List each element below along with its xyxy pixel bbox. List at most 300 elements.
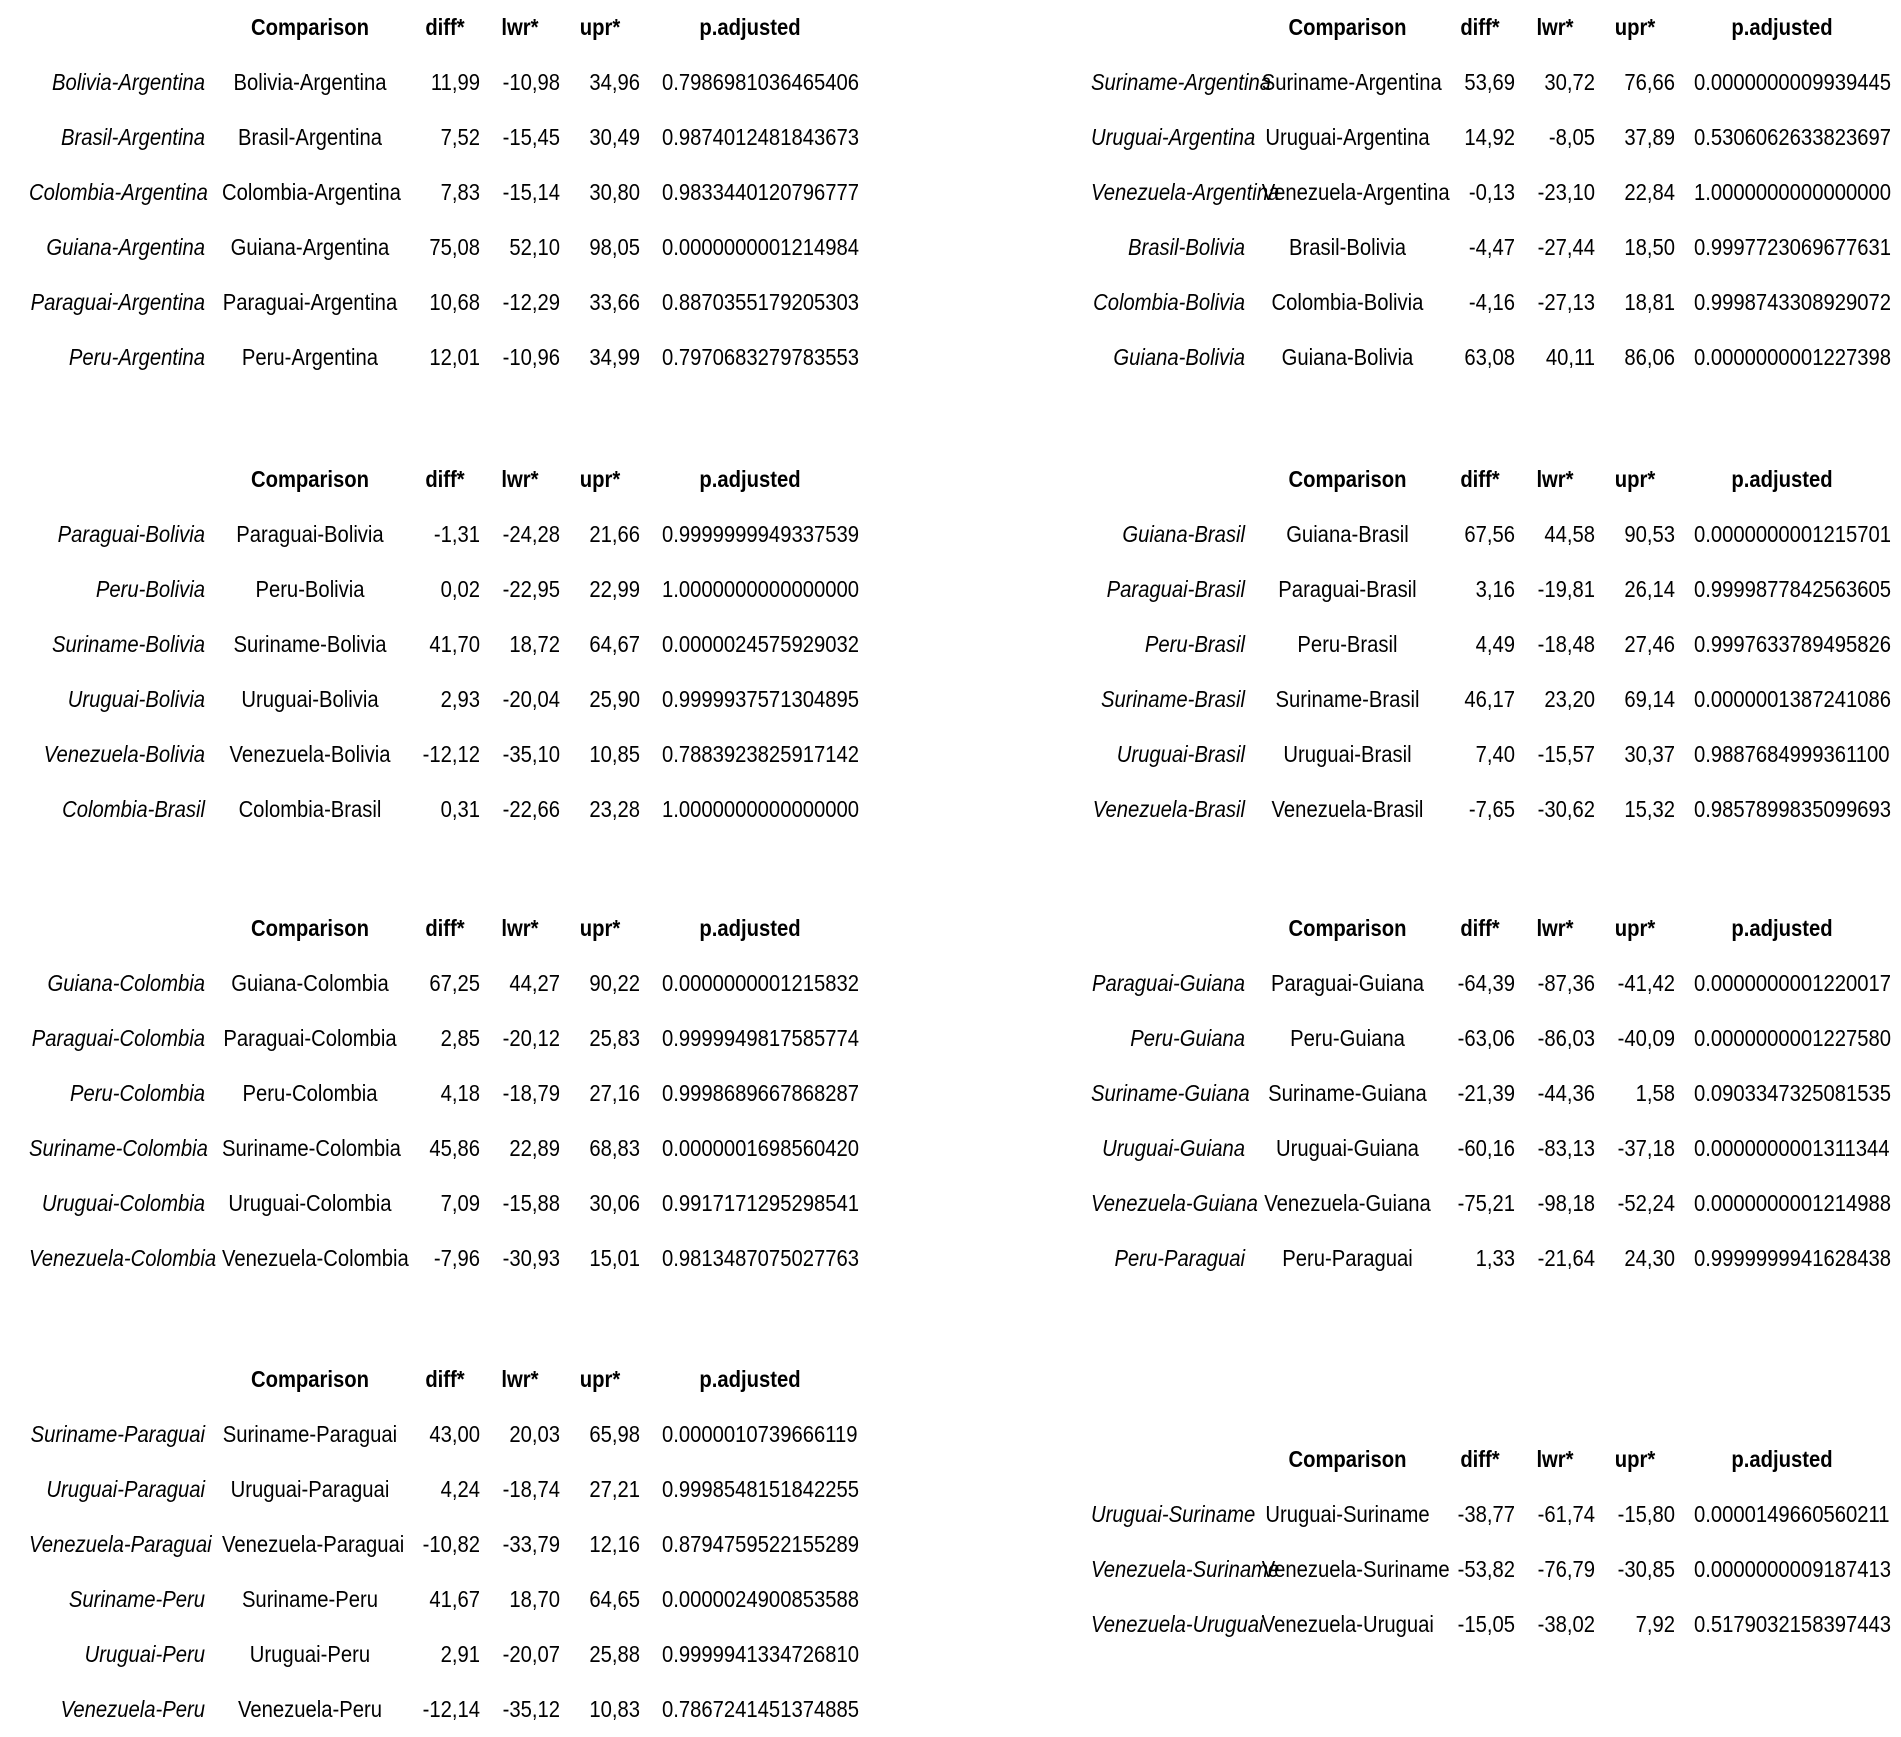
column-header-diff: diff* <box>1460 915 1500 941</box>
cell-padj: 0.0000000001215701 <box>1694 521 1891 547</box>
cell-diff: 7,52 <box>440 124 480 150</box>
cell-padj: 0.9998743308929072 <box>1694 289 1891 315</box>
cell-padj: 0.0000001698560420 <box>662 1135 859 1161</box>
cell-comparison: Uruguai-Brasil <box>1283 741 1412 767</box>
row-label: Peru-Bolivia <box>95 576 205 602</box>
row-label: Paraguai-Colombia <box>31 1025 205 1051</box>
cell-lwr: -20,04 <box>502 686 560 712</box>
cell-padj: 0.0000149660560211 <box>1694 1501 1890 1527</box>
column-header-diff: diff* <box>425 14 465 40</box>
cell-upr: 22,84 <box>1624 179 1675 205</box>
cell-lwr: -30,62 <box>1537 796 1595 822</box>
cell-lwr: 44,27 <box>509 970 560 996</box>
row-label: Guiana-Brasil <box>1122 521 1245 547</box>
cell-comparison: Venezuela-Bolivia <box>229 741 391 767</box>
cell-upr: 69,14 <box>1624 686 1675 712</box>
cell-diff: -12,14 <box>422 1696 480 1722</box>
column-header-padj: p.adjusted <box>699 14 801 40</box>
row-label: Brasil-Argentina <box>60 124 206 150</box>
cell-upr: 27,46 <box>1624 631 1675 657</box>
cell-upr: 27,16 <box>589 1080 640 1106</box>
cell-comparison: Uruguai-Argentina <box>1265 124 1430 150</box>
row-label: Uruguai-Brasil <box>1116 741 1245 767</box>
row-label: Suriname-Brasil <box>1101 686 1245 712</box>
cell-lwr: -24,28 <box>502 521 560 547</box>
cell-diff: 53,69 <box>1464 69 1515 95</box>
cell-diff: 1,33 <box>1475 1245 1515 1271</box>
cell-upr: 25,83 <box>589 1025 640 1051</box>
cell-diff: -4,47 <box>1468 234 1515 260</box>
cell-comparison: Paraguai-Brasil <box>1278 576 1417 602</box>
row-label: Paraguai-Brasil <box>1106 576 1245 602</box>
cell-diff: 3,16 <box>1475 576 1515 602</box>
cell-lwr: -87,36 <box>1537 970 1595 996</box>
cell-comparison: Suriname-Argentina <box>1261 69 1442 95</box>
cell-comparison: Colombia-Argentina <box>222 179 401 205</box>
row-label: Venezuela-Bolivia <box>43 741 205 767</box>
row-label: Suriname-Paraguai <box>30 1421 205 1447</box>
cell-upr: 23,28 <box>589 796 640 822</box>
cell-padj: 0.0000000001215832 <box>662 970 859 996</box>
cell-padj: 0.9917171295298541 <box>662 1190 859 1216</box>
cell-lwr: 18,70 <box>509 1586 560 1612</box>
cell-padj: 1.0000000000000000 <box>662 576 859 602</box>
row-label: Colombia-Bolivia <box>1093 289 1245 315</box>
cell-comparison: Uruguai-Bolivia <box>241 686 379 712</box>
cell-comparison: Uruguai-Guiana <box>1276 1135 1419 1161</box>
cell-lwr: -15,57 <box>1537 741 1595 767</box>
cell-upr: 64,65 <box>589 1586 640 1612</box>
column-header-lwr: lwr* <box>1536 1446 1574 1472</box>
cell-comparison: Uruguai-Suriname <box>1265 1501 1430 1527</box>
column-header-lwr: lwr* <box>501 14 539 40</box>
cell-lwr: -22,66 <box>502 796 560 822</box>
cell-lwr: -15,45 <box>502 124 560 150</box>
cell-upr: 90,22 <box>589 970 640 996</box>
cell-comparison: Venezuela-Guiana <box>1264 1190 1431 1216</box>
cell-lwr: -30,93 <box>502 1245 560 1271</box>
cell-padj: 0.9999941334726810 <box>662 1641 859 1667</box>
cell-comparison: Peru-Paraguai <box>1282 1245 1413 1271</box>
cell-comparison: Venezuela-Suriname <box>1261 1556 1450 1582</box>
cell-lwr: -18,74 <box>502 1476 560 1502</box>
row-label: Paraguai-Bolivia <box>57 521 205 547</box>
cell-diff: 12,01 <box>429 344 480 370</box>
column-header-comparison: Comparison <box>1288 466 1407 492</box>
cell-diff: 7,09 <box>440 1190 480 1216</box>
cell-comparison: Guiana-Bolivia <box>1281 344 1414 370</box>
cell-lwr: 44,58 <box>1544 521 1595 547</box>
cell-diff: 2,91 <box>440 1641 480 1667</box>
column-header-lwr: lwr* <box>1536 14 1574 40</box>
cell-padj: 0.0000000001214984 <box>662 234 859 260</box>
cell-lwr: -76,79 <box>1537 1556 1595 1582</box>
cell-comparison: Peru-Guiana <box>1290 1025 1405 1051</box>
cell-upr: 98,05 <box>589 234 640 260</box>
cell-lwr: -27,44 <box>1537 234 1595 260</box>
cell-comparison: Uruguai-Colombia <box>228 1190 392 1216</box>
cell-diff: -7,96 <box>433 1245 480 1271</box>
cell-upr: 30,06 <box>589 1190 640 1216</box>
column-header-lwr: lwr* <box>1536 915 1574 941</box>
cell-padj: 0.5179032158397443 <box>1694 1611 1891 1637</box>
row-label: Peru-Guiana <box>1130 1025 1245 1051</box>
cell-lwr: 40,11 <box>1545 344 1595 370</box>
row-label: Bolivia-Argentina <box>51 69 206 95</box>
column-header-lwr: lwr* <box>501 1366 539 1392</box>
row-label: Brasil-Bolivia <box>1128 234 1245 260</box>
cell-comparison: Peru-Argentina <box>241 344 379 370</box>
cell-comparison: Guiana-Brasil <box>1286 521 1409 547</box>
cell-comparison: Suriname-Bolivia <box>233 631 387 657</box>
column-header-diff: diff* <box>1460 466 1500 492</box>
cell-upr: -40,09 <box>1617 1025 1675 1051</box>
cell-upr: 90,53 <box>1624 521 1675 547</box>
cell-padj: 0.7883923825917142 <box>662 741 859 767</box>
cell-padj: 0.9998548151842255 <box>662 1476 859 1502</box>
cell-comparison: Suriname-Colombia <box>222 1135 401 1161</box>
cell-diff: 14,92 <box>1464 124 1515 150</box>
cell-diff: 10,68 <box>429 289 480 315</box>
cell-comparison: Paraguai-Bolivia <box>236 521 384 547</box>
cell-padj: 0.9999877842563605 <box>1694 576 1891 602</box>
cell-upr: -30,85 <box>1617 1556 1675 1582</box>
cell-upr: 68,83 <box>589 1135 640 1161</box>
row-label: Paraguai-Argentina <box>30 289 205 315</box>
cell-upr: 30,80 <box>589 179 640 205</box>
column-header-upr: upr* <box>579 466 621 492</box>
cell-padj: 0.9999999949337539 <box>662 521 859 547</box>
cell-lwr: -12,29 <box>502 289 560 315</box>
cell-upr: 18,50 <box>1624 234 1675 260</box>
cell-lwr: 30,72 <box>1544 69 1595 95</box>
column-header-lwr: lwr* <box>501 915 539 941</box>
cell-lwr: -35,12 <box>502 1696 560 1722</box>
cell-lwr: -33,79 <box>502 1531 560 1557</box>
column-header-comparison: Comparison <box>1288 1446 1407 1472</box>
row-label: Suriname-Guiana <box>1091 1080 1250 1106</box>
cell-padj: 0.0000024575929032 <box>662 631 859 657</box>
cell-lwr: -44,36 <box>1537 1080 1595 1106</box>
column-header-upr: upr* <box>579 1366 621 1392</box>
row-label: Uruguai-Guiana <box>1102 1135 1245 1161</box>
column-header-diff: diff* <box>425 1366 465 1392</box>
cell-comparison: Colombia-Bolivia <box>1271 289 1424 315</box>
cell-lwr: -15,88 <box>502 1190 560 1216</box>
cell-diff: 7,83 <box>440 179 480 205</box>
cell-comparison: Uruguai-Peru <box>249 1641 371 1667</box>
cell-lwr: -18,48 <box>1537 631 1595 657</box>
cell-diff: 45,86 <box>429 1135 480 1161</box>
cell-upr: 26,14 <box>1624 576 1675 602</box>
cell-upr: 27,21 <box>589 1476 640 1502</box>
cell-padj: 0.0000000001311344 <box>1694 1135 1890 1161</box>
column-header-diff: diff* <box>1460 1446 1500 1472</box>
column-header-padj: p.adjusted <box>1731 1446 1833 1472</box>
cell-padj: 0.5306062633823697 <box>1694 124 1891 150</box>
cell-padj: 0.9999999941628438 <box>1694 1245 1891 1271</box>
cell-padj: 0.7867241451374885 <box>662 1696 859 1722</box>
row-label: Venezuela-Paraguai <box>29 1531 212 1557</box>
cell-upr: 34,96 <box>589 69 640 95</box>
cell-lwr: -23,10 <box>1537 179 1595 205</box>
cell-comparison: Venezuela-Colombia <box>222 1245 409 1271</box>
column-header-upr: upr* <box>579 14 621 40</box>
cell-comparison: Guiana-Colombia <box>231 970 389 996</box>
cell-diff: 2,93 <box>440 686 480 712</box>
cell-comparison: Suriname-Peru <box>241 1586 379 1612</box>
cell-lwr: -10,96 <box>502 344 560 370</box>
cell-padj: 0.8794759522155289 <box>662 1531 859 1557</box>
cell-comparison: Venezuela-Peru <box>237 1696 383 1722</box>
cell-diff: -60,16 <box>1457 1135 1515 1161</box>
cell-upr: 7,92 <box>1635 1611 1675 1637</box>
cell-comparison: Venezuela-Argentina <box>1261 179 1450 205</box>
cell-comparison: Brasil-Argentina <box>237 124 382 150</box>
column-header-lwr: lwr* <box>1536 466 1574 492</box>
row-label: Uruguai-Bolivia <box>67 686 205 712</box>
cell-lwr: 23,20 <box>1544 686 1595 712</box>
cell-diff: -4,16 <box>1468 289 1515 315</box>
cell-padj: 0.0000000009187413 <box>1694 1556 1891 1582</box>
cell-padj: 0.9998689667868287 <box>662 1080 859 1106</box>
column-header-comparison: Comparison <box>1288 915 1407 941</box>
cell-diff: 75,08 <box>429 234 480 260</box>
cell-padj: 0.0000000001227580 <box>1694 1025 1891 1051</box>
cell-upr: 15,01 <box>589 1245 640 1271</box>
row-label: Venezuela-Argentina <box>1091 179 1280 205</box>
cell-lwr: -86,03 <box>1537 1025 1595 1051</box>
row-label: Venezuela-Guiana <box>1091 1190 1258 1216</box>
column-header-comparison: Comparison <box>250 14 370 40</box>
column-header-upr: upr* <box>1614 1446 1656 1472</box>
row-label: Uruguai-Peru <box>84 1641 205 1667</box>
cell-lwr: -8,05 <box>1548 124 1595 150</box>
column-header-upr: upr* <box>1614 14 1656 40</box>
cell-diff: 0,31 <box>440 796 480 822</box>
column-header-upr: upr* <box>1614 915 1656 941</box>
cell-padj: 0.9813487075027763 <box>662 1245 859 1271</box>
row-label: Peru-Paraguai <box>1114 1245 1245 1271</box>
cell-comparison: Suriname-Paraguai <box>222 1421 398 1447</box>
cell-lwr: -61,74 <box>1537 1501 1595 1527</box>
row-label: Venezuela-Colombia <box>29 1245 217 1271</box>
cell-upr: 18,81 <box>1624 289 1675 315</box>
row-label: Uruguai-Colombia <box>41 1190 205 1216</box>
cell-diff: 0,02 <box>440 576 480 602</box>
cell-diff: -63,06 <box>1457 1025 1515 1051</box>
cell-padj: 0.9997723069677631 <box>1694 234 1891 260</box>
cell-upr: -15,80 <box>1617 1501 1675 1527</box>
cell-lwr: -15,14 <box>502 179 560 205</box>
column-header-padj: p.adjusted <box>699 915 801 941</box>
cell-upr: 30,37 <box>1624 741 1675 767</box>
column-header-upr: upr* <box>579 915 621 941</box>
column-header-diff: diff* <box>425 915 465 941</box>
row-label: Venezuela-Peru <box>60 1696 205 1722</box>
row-label: Uruguai-Argentina <box>1091 124 1256 150</box>
cell-upr: 1,58 <box>1635 1080 1675 1106</box>
cell-diff: -10,82 <box>422 1531 480 1557</box>
cell-upr: 33,66 <box>589 289 640 315</box>
cell-lwr: -27,13 <box>1537 289 1595 315</box>
cell-diff: -53,82 <box>1457 1556 1515 1582</box>
cell-upr: 10,85 <box>589 741 640 767</box>
cell-comparison: Suriname-Guiana <box>1268 1080 1427 1106</box>
cell-diff: -7,65 <box>1468 796 1515 822</box>
cell-diff: 67,25 <box>429 970 480 996</box>
column-header-diff: diff* <box>1460 14 1500 40</box>
cell-comparison: Paraguai-Colombia <box>223 1025 397 1051</box>
cell-upr: -37,18 <box>1617 1135 1675 1161</box>
column-header-padj: p.adjusted <box>1731 466 1833 492</box>
cell-upr: 25,90 <box>589 686 640 712</box>
cell-padj: 0.9999949817585774 <box>662 1025 859 1051</box>
column-header-padj: p.adjusted <box>1731 14 1833 40</box>
row-label: Guiana-Colombia <box>47 970 206 996</box>
cell-lwr: -10,98 <box>502 69 560 95</box>
cell-padj: 0.9874012481843673 <box>662 124 859 150</box>
cell-comparison: Guiana-Argentina <box>230 234 390 260</box>
cell-diff: 4,49 <box>1475 631 1515 657</box>
cell-upr: -41,42 <box>1617 970 1675 996</box>
cell-padj: 0.9833440120796777 <box>662 179 859 205</box>
cell-diff: 41,67 <box>429 1586 480 1612</box>
cell-upr: 30,49 <box>589 124 640 150</box>
cell-padj: 0.0903347325081535 <box>1694 1080 1891 1106</box>
cell-upr: 86,06 <box>1624 344 1675 370</box>
column-header-lwr: lwr* <box>501 466 539 492</box>
cell-diff: -64,39 <box>1457 970 1515 996</box>
cell-diff: -38,77 <box>1457 1501 1515 1527</box>
cell-padj: 0.0000000001220017 <box>1694 970 1891 996</box>
row-label: Colombia-Brasil <box>62 796 206 822</box>
row-label: Venezuela-Suriname <box>1091 1556 1280 1582</box>
column-header-comparison: Comparison <box>250 466 370 492</box>
cell-comparison: Venezuela-Paraguai <box>222 1531 405 1557</box>
column-header-diff: diff* <box>425 466 465 492</box>
cell-upr: 76,66 <box>1624 69 1675 95</box>
row-label: Colombia-Argentina <box>29 179 208 205</box>
cell-comparison: Uruguai-Paraguai <box>230 1476 390 1502</box>
row-label: Venezuela-Uruguai <box>1091 1611 1264 1637</box>
cell-upr: 12,16 <box>589 1531 640 1557</box>
cell-lwr: 52,10 <box>509 234 560 260</box>
cell-lwr: -20,12 <box>502 1025 560 1051</box>
row-label: Guiana-Bolivia <box>1113 344 1245 370</box>
cell-upr: -52,24 <box>1617 1190 1675 1216</box>
cell-padj: 0.9887684999361100 <box>1694 741 1890 767</box>
cell-comparison: Venezuela-Brasil <box>1271 796 1424 822</box>
cell-diff: -1,31 <box>433 521 480 547</box>
cell-diff: -75,21 <box>1457 1190 1515 1216</box>
cell-diff: 4,18 <box>440 1080 480 1106</box>
cell-comparison: Peru-Bolivia <box>255 576 365 602</box>
cell-lwr: -83,13 <box>1537 1135 1595 1161</box>
row-label: Uruguai-Suriname <box>1091 1501 1256 1527</box>
cell-padj: 0.9857899835099693 <box>1694 796 1891 822</box>
column-header-comparison: Comparison <box>1288 14 1407 40</box>
cell-lwr: -20,07 <box>502 1641 560 1667</box>
cell-padj: 0.0000001387241086 <box>1694 686 1891 712</box>
cell-comparison: Peru-Colombia <box>242 1080 378 1106</box>
cell-comparison: Paraguai-Guiana <box>1270 970 1425 996</box>
cell-padj: 0.9999937571304895 <box>662 686 859 712</box>
cell-diff: -21,39 <box>1457 1080 1515 1106</box>
row-label: Guiana-Argentina <box>46 234 206 260</box>
cell-comparison: Bolivia-Argentina <box>233 69 387 95</box>
cell-lwr: 18,72 <box>509 631 560 657</box>
cell-upr: 22,99 <box>589 576 640 602</box>
cell-diff: -15,05 <box>1457 1611 1515 1637</box>
cell-diff: -12,12 <box>422 741 480 767</box>
cell-lwr: -98,18 <box>1537 1190 1595 1216</box>
cell-padj: 1.0000000000000000 <box>1694 179 1891 205</box>
cell-padj: 0.7970683279783553 <box>662 344 859 370</box>
cell-comparison: Peru-Brasil <box>1297 631 1398 657</box>
column-header-padj: p.adjusted <box>699 1366 801 1392</box>
cell-upr: 65,98 <box>589 1421 640 1447</box>
cell-diff: 43,00 <box>429 1421 480 1447</box>
cell-comparison: Paraguai-Argentina <box>222 289 398 315</box>
cell-padj: 0.7986981036465406 <box>662 69 859 95</box>
row-label: Venezuela-Brasil <box>1092 796 1245 822</box>
cell-diff: 67,56 <box>1464 521 1515 547</box>
cell-upr: 21,66 <box>589 521 640 547</box>
cell-padj: 0.0000000001214988 <box>1694 1190 1891 1216</box>
row-label: Uruguai-Paraguai <box>46 1476 205 1502</box>
cell-upr: 37,89 <box>1624 124 1675 150</box>
column-header-comparison: Comparison <box>250 915 370 941</box>
cell-upr: 24,30 <box>1624 1245 1675 1271</box>
cell-upr: 34,99 <box>589 344 640 370</box>
cell-padj: 0.0000000009939445 <box>1694 69 1891 95</box>
cell-upr: 15,32 <box>1624 796 1675 822</box>
column-header-comparison: Comparison <box>250 1366 370 1392</box>
row-label: Suriname-Argentina <box>1091 69 1272 95</box>
cell-comparison: Venezuela-Uruguai <box>1261 1611 1434 1637</box>
cell-upr: 25,88 <box>589 1641 640 1667</box>
cell-lwr: 22,89 <box>509 1135 560 1161</box>
cell-comparison: Suriname-Brasil <box>1275 686 1420 712</box>
cell-diff: 41,70 <box>429 631 480 657</box>
row-label: Suriname-Colombia <box>29 1135 208 1161</box>
cell-diff: 46,17 <box>1464 686 1515 712</box>
cell-upr: 64,67 <box>589 631 640 657</box>
cell-padj: 0.0000024900853588 <box>662 1586 859 1612</box>
cell-lwr: -22,95 <box>502 576 560 602</box>
cell-lwr: 20,03 <box>509 1421 560 1447</box>
cell-diff: -0,13 <box>1468 179 1515 205</box>
row-label: Paraguai-Guiana <box>1091 970 1245 996</box>
cell-diff: 4,24 <box>440 1476 480 1502</box>
row-label: Peru-Argentina <box>68 344 205 370</box>
cell-padj: 0.9997633789495826 <box>1694 631 1891 657</box>
cell-diff: 63,08 <box>1464 344 1515 370</box>
cell-lwr: -35,10 <box>502 741 560 767</box>
cell-lwr: -18,79 <box>502 1080 560 1106</box>
row-label: Suriname-Peru <box>68 1586 205 1612</box>
cell-diff: 2,85 <box>440 1025 480 1051</box>
cell-padj: 0.0000010739666119 <box>662 1421 858 1447</box>
row-label: Peru-Brasil <box>1144 631 1245 657</box>
cell-upr: 10,83 <box>589 1696 640 1722</box>
cell-lwr: -38,02 <box>1537 1611 1595 1637</box>
cell-comparison: Brasil-Bolivia <box>1289 234 1406 260</box>
cell-lwr: -19,81 <box>1537 576 1595 602</box>
cell-padj: 1.0000000000000000 <box>662 796 859 822</box>
column-header-padj: p.adjusted <box>699 466 801 492</box>
